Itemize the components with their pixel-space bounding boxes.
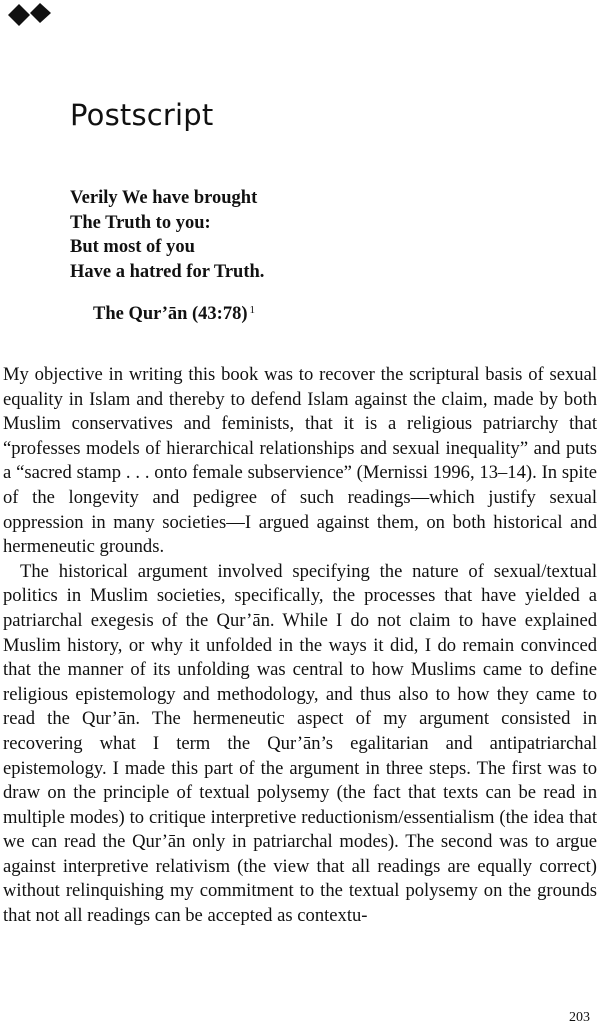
footnote-marker: 1 xyxy=(249,304,255,316)
body-text xyxy=(3,363,597,929)
epigraph-line: Have a hatred for Truth. xyxy=(70,261,265,282)
chapter-heading: Postscript xyxy=(70,98,214,132)
epigraph-line: But most of you xyxy=(70,237,195,257)
paragraph: My objective in writing this book was to recover the scriptural basis of sexual equality in Islam and thereby to defend Islam against the claim, made by both Muslim conservatives and feminists, that it is a religious patriarchy that “professes models of hierarchical relationships and sexual inequality” and puts a “sacred stamp . . . onto female subservience” (Mernissi 1996, 13–14). In spite of the longevity and pedigree of such readings—which justify sexual oppression in many societies—I argued against them, on both historical and hermeneutic grounds. xyxy=(3,364,597,558)
epigraph-source xyxy=(93,304,255,325)
epigraph xyxy=(70,186,264,284)
epigraph-line: The Truth to you: xyxy=(70,212,211,233)
epigraph-source-text: The Qur’ān (43:78) xyxy=(93,304,248,324)
paragraph: The historical argument involved specifying the nature of sexual/textual politics in Muslim societies, specifically, the processes that have yielded a patriarchal exegesis of the Qur’ān. While I do not claim to have explained Muslim history, or why it unfolded in the ways it did, I do remain convinced that the manner of its unfolding was central to how Muslims came to define religious epistemology and methodology, and thus also to how they came to read the Qur’ān. The hermeneutic aspect of my argument consisted in recovering what I term the Qur’ān’s egalitarian and antipatriarchal epistemology. I made this part of the argument in three steps. The first was to draw on the principle of textual polysemy (the fact that texts can be read in multiple modes) to critique interpretive reductionism/essentialism (the idea that we can read the Qur’ān only in patriarchal modes). The second was to argue against interpretive relativism (the view that all readings are equally correct) without relinquishing my commitment to the textual polysemy on the grounds that not all readings can be accepted as contextu- xyxy=(3,560,597,927)
page-number: 203 xyxy=(569,1010,590,1025)
epigraph-line: Verily We have brought xyxy=(70,188,258,208)
diamond-ornament-icon xyxy=(6,2,54,28)
